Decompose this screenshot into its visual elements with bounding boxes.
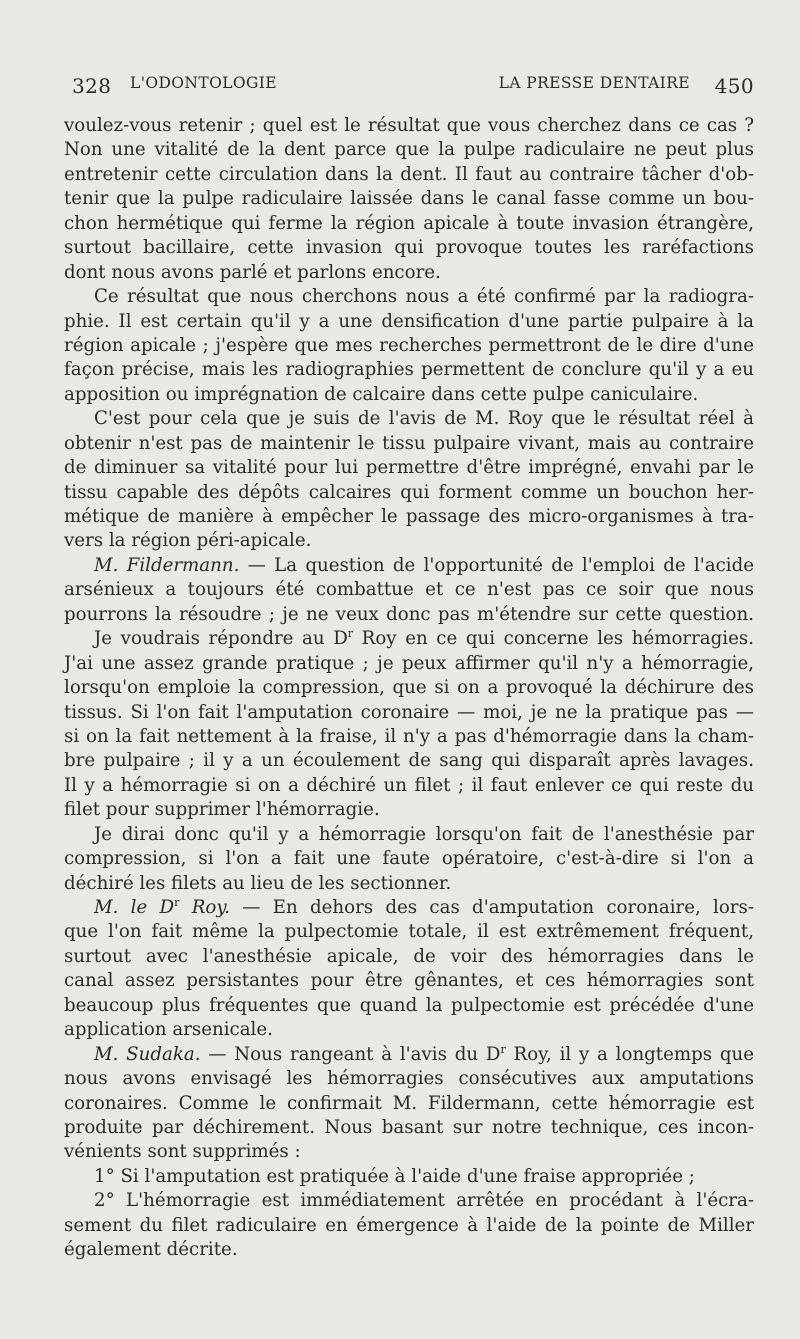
line-text: si on la fait nettement à la fraise, il n'y a pas d'hémorragie dans la cham- [64, 725, 754, 747]
text-line [64, 774, 754, 798]
text-line [64, 1092, 754, 1116]
line-text: Je dirai donc qu'il y a hémorragie lorsqu'on fait de l'anesthésie par [94, 823, 754, 845]
line-text: Roy, il y a longtemps que [505, 1043, 754, 1065]
text-line [64, 1214, 754, 1238]
text-line [64, 383, 754, 407]
line-text: produite par déchirement. Nous basant sur notre technique, ces incon- [64, 1116, 754, 1138]
text-line [64, 603, 754, 627]
line-text: apposition ou imprégnation de calcaire dans cette pulpe caniculaire. [64, 383, 699, 405]
line-text: coronaires. Comme le confirmait M. Fildermann, cette hémorragie est [64, 1092, 754, 1114]
line-text: également décrite. [64, 1239, 238, 1261]
line-text: de diminuer sa vitalité pour lui permettre d'être imprégné, envahi par le [64, 457, 754, 479]
text-line [64, 1043, 754, 1067]
line-text: vers la région péri-apicale. [64, 530, 312, 552]
line-text: obtenir n'est pas de maintenir le tissu pulpaire vivant, mais au contraire [64, 432, 754, 454]
line-text: tissu capable des dépôts calcaires qui forment comme un bouchon her- [64, 481, 754, 503]
line-text: — Nous rangeant à l'avis du D [200, 1043, 501, 1065]
text-line [64, 1067, 754, 1091]
text-line [64, 1165, 754, 1189]
line-text: J'ai une assez grande pratique ; je peux affirmer qu'il n'y a hémorragie, [64, 652, 754, 674]
line-text: 1° Si l'amputation est pratiquée à l'aide d'une fraise appropriée ; [94, 1165, 695, 1187]
text-line [64, 823, 754, 847]
text-line [64, 872, 754, 896]
line-text: tissus. Si l'on fait l'amputation coronaire — moi, je ne la pratique pas — [64, 701, 754, 723]
text-line [64, 749, 754, 773]
line-text: Il y a hémorragie si on a déchiré un filet ; il faut enlever ce qui reste du [64, 774, 754, 796]
body-text [64, 114, 754, 1263]
text-line [64, 481, 754, 505]
line-text: Ce résultat que nous cherchons nous a été confirmé par la radiogra- [94, 286, 754, 308]
text-line [64, 652, 754, 676]
text-line [64, 334, 754, 358]
line-text: chon hermétique qui ferme la région apicale à toute invasion étrangère, [64, 212, 754, 234]
text-line [64, 285, 754, 309]
line-text: région apicale ; j'espère que mes recherches permettront de le dire d'une [64, 334, 754, 356]
speaker-name: M. le D [94, 897, 175, 918]
superscript: r [347, 627, 354, 641]
text-line [64, 358, 754, 382]
speaker-name: Roy. [179, 897, 230, 918]
text-line [64, 676, 754, 700]
line-text: Roy en ce qui concerne les hémorragies. [353, 628, 754, 650]
right-running-title: LA PRESSE DENTAIRE [498, 74, 690, 92]
text-line [64, 187, 754, 211]
line-text: phie. Il est certain qu'il y a une densification d'une partie pulpaire à la [64, 310, 754, 332]
line-text: compression, si l'on a fait une faute opératoire, c'est-à-dire si l'on a [64, 848, 754, 870]
text-line [64, 701, 754, 725]
text-line [64, 725, 754, 749]
line-text: déchiré les filets au lieu de les sectionner. [64, 872, 452, 894]
text-line [64, 261, 754, 285]
line-text: Je voudrais répondre au D [94, 628, 348, 650]
text-line [64, 578, 754, 602]
line-text: tenir que la pulpe radiculaire laissée dans le canal fasse comme un bou- [64, 188, 754, 210]
line-text: canal assez persistantes pour être gênantes, et ces hémorragies sont [64, 970, 754, 992]
line-text: surtout avec l'anesthésie apicale, de voir des hémorragies dans le [64, 945, 754, 967]
text-line [64, 896, 754, 920]
text-line [64, 529, 754, 553]
left-page-number: 328 [72, 74, 112, 98]
line-text: application arsenicale. [64, 1019, 273, 1041]
text-line [64, 1238, 754, 1262]
text-line [64, 554, 754, 578]
line-text: nous avons envisagé les hémorragies consécutives aux amputations [64, 1068, 754, 1090]
line-text: façon précise, mais les radiographies permettent de conclure qu'il y a eu [64, 359, 754, 381]
line-text: que l'on fait même la pulpectomie totale, il est extrêmement fréquent, [64, 921, 754, 943]
superscript: r [500, 1042, 506, 1056]
speaker-name: M. Sudaka. [94, 1043, 201, 1065]
text-line [64, 945, 754, 969]
line-text: arsénieux a toujours été combattue et ce n'est pas ce soir que nous [64, 579, 754, 601]
text-line [64, 1018, 754, 1042]
line-text: métique de manière à empêcher le passage des micro-organismes à tra- [64, 506, 754, 527]
line-text: bre pulpaire ; il y a un écoulement de sang qui disparaît après lavages. [64, 750, 754, 772]
text-line [64, 212, 754, 236]
line-text: 2° L'hémorragie est immédiatement arrêtée en procédant à l'écra- [94, 1190, 754, 1212]
line-text: C'est pour cela que je suis de l'avis de M. Roy que le résultat réel à [94, 408, 754, 430]
text-line [64, 163, 754, 187]
text-line [64, 847, 754, 871]
text-line [64, 1189, 754, 1213]
text-line [64, 1116, 754, 1140]
text-line [64, 920, 754, 944]
running-header [64, 74, 754, 104]
line-text: surtout bacillaire, cette invasion qui provoque toutes les raréfactions [64, 237, 754, 259]
text-line [64, 505, 754, 529]
left-running-title: L'ODONTOLOGIE [130, 74, 278, 92]
text-line [64, 456, 754, 480]
line-text: filet pour supprimer l'hémorragie. [64, 799, 380, 821]
text-line [64, 310, 754, 334]
line-text: sement du filet radiculaire en émergence à l'aide de la pointe de Miller [64, 1214, 754, 1236]
speaker-name: M. Fildermann. [94, 554, 240, 576]
text-line [64, 969, 754, 993]
text-line [64, 114, 754, 138]
text-line [64, 138, 754, 162]
text-line [64, 1140, 754, 1164]
line-text: pourrons la résoudre ; je ne veux donc pas m'étendre sur cette question. [64, 603, 754, 625]
text-line [64, 994, 754, 1018]
text-line [64, 432, 754, 456]
line-text: vénients sont supprimés : [64, 1141, 301, 1163]
line-text: dont nous avons parlé et parlons encore. [64, 261, 441, 283]
line-text: — La question de l'opportunité de l'emploi de l'acide [239, 554, 754, 576]
line-text: entretenir cette circulation dans la dent. Il faut au contraire tâcher d'ob- [64, 163, 754, 185]
line-text: beaucoup plus fréquentes que quand la pulpectomie est précédée d'une [64, 994, 754, 1016]
line-text: voulez-vous retenir ; quel est le résultat que vous cherchez dans ce cas ? [64, 115, 754, 136]
superscript: r [174, 896, 180, 909]
line-text: lorsqu'on emploie la compression, que si on a provoqué la déchirure des [64, 677, 754, 699]
text-line [64, 627, 754, 651]
line-text: Non une vitalité de la dent parce que la pulpe radiculaire ne peut plus [64, 139, 754, 161]
line-text: — En dehors des cas d'amputation coronaire, lors- [229, 897, 754, 918]
text-line [64, 236, 754, 260]
text-line [64, 798, 754, 822]
text-line [64, 407, 754, 431]
right-page-number: 450 [714, 74, 754, 98]
